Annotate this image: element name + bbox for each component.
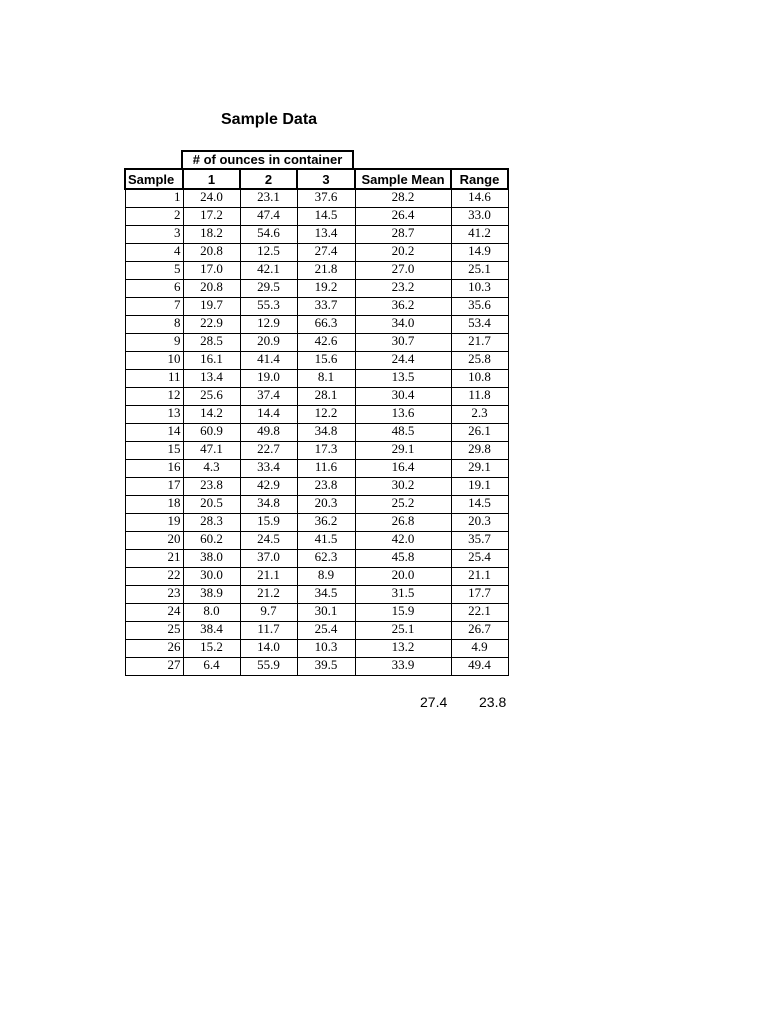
- sample-mean-cell: 25.1: [355, 621, 451, 639]
- sample-number-cell: 25: [125, 621, 183, 639]
- value-1-cell: 15.2: [183, 639, 240, 657]
- sample-number-cell: 8: [125, 315, 183, 333]
- table-row: [125, 639, 508, 657]
- sample-mean-cell: 29.1: [355, 441, 451, 459]
- table-row: [125, 279, 508, 297]
- sample-mean-cell: 34.0: [355, 315, 451, 333]
- table-row: [125, 225, 508, 243]
- sample-number-cell: 13: [125, 405, 183, 423]
- sample-number-cell: 9: [125, 333, 183, 351]
- sample-mean-cell: 30.2: [355, 477, 451, 495]
- header-sample-mean: Sample Mean: [355, 169, 451, 189]
- value-2-cell: 55.9: [240, 657, 297, 675]
- sample-mean-cell: 16.4: [355, 459, 451, 477]
- value-3-cell: 19.2: [297, 279, 355, 297]
- value-3-cell: 12.2: [297, 405, 355, 423]
- sample-number-cell: 22: [125, 567, 183, 585]
- range-cell: 11.8: [451, 387, 508, 405]
- sample-number-cell: 17: [125, 477, 183, 495]
- value-1-cell: 17.2: [183, 207, 240, 225]
- table-row: [125, 423, 508, 441]
- value-3-cell: 21.8: [297, 261, 355, 279]
- sample-mean-cell: 42.0: [355, 531, 451, 549]
- header-2: 2: [240, 169, 297, 189]
- value-3-cell: 11.6: [297, 459, 355, 477]
- range-cell: 2.3: [451, 405, 508, 423]
- range-cell: 25.4: [451, 549, 508, 567]
- table-row: [125, 207, 508, 225]
- value-3-cell: 23.8: [297, 477, 355, 495]
- value-2-cell: 20.9: [240, 333, 297, 351]
- sample-mean-cell: 30.4: [355, 387, 451, 405]
- sample-number-cell: 2: [125, 207, 183, 225]
- value-3-cell: 66.3: [297, 315, 355, 333]
- value-3-cell: 25.4: [297, 621, 355, 639]
- value-2-cell: 22.7: [240, 441, 297, 459]
- range-cell: 21.1: [451, 567, 508, 585]
- value-2-cell: 23.1: [240, 189, 297, 207]
- range-cell: 19.1: [451, 477, 508, 495]
- range-cell: 25.8: [451, 351, 508, 369]
- sample-mean-cell: 20.0: [355, 567, 451, 585]
- value-3-cell: 10.3: [297, 639, 355, 657]
- sample-mean-cell: 23.2: [355, 279, 451, 297]
- value-3-cell: 28.1: [297, 387, 355, 405]
- sample-mean-cell: 26.8: [355, 513, 451, 531]
- header-1: 1: [183, 169, 240, 189]
- value-2-cell: 15.9: [240, 513, 297, 531]
- value-2-cell: 21.2: [240, 585, 297, 603]
- value-2-cell: 47.4: [240, 207, 297, 225]
- value-1-cell: 4.3: [183, 459, 240, 477]
- sample-number-cell: 12: [125, 387, 183, 405]
- value-2-cell: 42.9: [240, 477, 297, 495]
- sample-number-cell: 24: [125, 603, 183, 621]
- value-1-cell: 13.4: [183, 369, 240, 387]
- value-3-cell: 36.2: [297, 513, 355, 531]
- value-3-cell: 30.1: [297, 603, 355, 621]
- value-3-cell: 41.5: [297, 531, 355, 549]
- header-sample: Sample: [125, 169, 183, 189]
- sample-mean-cell: 26.4: [355, 207, 451, 225]
- range-cell: 49.4: [451, 657, 508, 675]
- table-row: [125, 495, 508, 513]
- table-row: [125, 315, 508, 333]
- value-1-cell: 38.9: [183, 585, 240, 603]
- value-1-cell: 28.5: [183, 333, 240, 351]
- value-1-cell: 19.7: [183, 297, 240, 315]
- table-row: [125, 261, 508, 279]
- table-row: [125, 513, 508, 531]
- range-cell: 26.1: [451, 423, 508, 441]
- value-1-cell: 22.9: [183, 315, 240, 333]
- summary-range: 23.8: [479, 694, 507, 710]
- range-cell: 26.7: [451, 621, 508, 639]
- group-header-ounces: # of ounces in container: [181, 150, 354, 168]
- value-1-cell: 17.0: [183, 261, 240, 279]
- table-body: [125, 189, 508, 675]
- value-2-cell: 21.1: [240, 567, 297, 585]
- sample-mean-cell: 20.2: [355, 243, 451, 261]
- range-cell: 4.9: [451, 639, 508, 657]
- value-2-cell: 37.0: [240, 549, 297, 567]
- value-3-cell: 8.9: [297, 567, 355, 585]
- sample-number-cell: 16: [125, 459, 183, 477]
- value-3-cell: 14.5: [297, 207, 355, 225]
- value-3-cell: 37.6: [297, 189, 355, 207]
- value-1-cell: 30.0: [183, 567, 240, 585]
- table-row: [125, 333, 508, 351]
- sample-number-cell: 26: [125, 639, 183, 657]
- table-row: [125, 369, 508, 387]
- value-2-cell: 12.9: [240, 315, 297, 333]
- range-cell: 22.1: [451, 603, 508, 621]
- sample-number-cell: 19: [125, 513, 183, 531]
- table-row: [125, 567, 508, 585]
- value-3-cell: 20.3: [297, 495, 355, 513]
- sample-number-cell: 23: [125, 585, 183, 603]
- value-2-cell: 41.4: [240, 351, 297, 369]
- value-1-cell: 18.2: [183, 225, 240, 243]
- value-1-cell: 14.2: [183, 405, 240, 423]
- sample-mean-cell: 27.0: [355, 261, 451, 279]
- value-1-cell: 20.8: [183, 243, 240, 261]
- table-row: [125, 189, 508, 207]
- sample-number-cell: 20: [125, 531, 183, 549]
- value-3-cell: 34.5: [297, 585, 355, 603]
- value-2-cell: 37.4: [240, 387, 297, 405]
- value-2-cell: 14.0: [240, 639, 297, 657]
- value-2-cell: 11.7: [240, 621, 297, 639]
- range-cell: 29.1: [451, 459, 508, 477]
- sample-mean-cell: 28.2: [355, 189, 451, 207]
- range-cell: 14.5: [451, 495, 508, 513]
- range-cell: 25.1: [451, 261, 508, 279]
- table-row: [125, 585, 508, 603]
- range-cell: 41.2: [451, 225, 508, 243]
- value-2-cell: 14.4: [240, 405, 297, 423]
- range-cell: 10.8: [451, 369, 508, 387]
- value-1-cell: 24.0: [183, 189, 240, 207]
- value-3-cell: 15.6: [297, 351, 355, 369]
- table-row: [125, 657, 508, 675]
- sample-number-cell: 7: [125, 297, 183, 315]
- value-3-cell: 33.7: [297, 297, 355, 315]
- range-cell: 33.0: [451, 207, 508, 225]
- value-1-cell: 20.8: [183, 279, 240, 297]
- sample-mean-cell: 25.2: [355, 495, 451, 513]
- sample-data-table: [124, 168, 509, 676]
- value-3-cell: 17.3: [297, 441, 355, 459]
- sample-number-cell: 4: [125, 243, 183, 261]
- value-1-cell: 60.2: [183, 531, 240, 549]
- value-1-cell: 16.1: [183, 351, 240, 369]
- table-row: [125, 549, 508, 567]
- sample-number-cell: 1: [125, 189, 183, 207]
- sample-mean-cell: 48.5: [355, 423, 451, 441]
- range-cell: 35.6: [451, 297, 508, 315]
- header-row: [125, 169, 508, 189]
- table-row: [125, 297, 508, 315]
- header-3: 3: [297, 169, 355, 189]
- sample-number-cell: 14: [125, 423, 183, 441]
- range-cell: 17.7: [451, 585, 508, 603]
- sample-mean-cell: 36.2: [355, 297, 451, 315]
- table-row: [125, 603, 508, 621]
- value-2-cell: 33.4: [240, 459, 297, 477]
- value-3-cell: 13.4: [297, 225, 355, 243]
- sample-mean-cell: 31.5: [355, 585, 451, 603]
- value-2-cell: 49.8: [240, 423, 297, 441]
- range-cell: 10.3: [451, 279, 508, 297]
- value-3-cell: 34.8: [297, 423, 355, 441]
- sample-number-cell: 21: [125, 549, 183, 567]
- sample-number-cell: 6: [125, 279, 183, 297]
- value-2-cell: 24.5: [240, 531, 297, 549]
- sample-mean-cell: 24.4: [355, 351, 451, 369]
- range-cell: 53.4: [451, 315, 508, 333]
- sample-number-cell: 11: [125, 369, 183, 387]
- value-2-cell: 29.5: [240, 279, 297, 297]
- value-1-cell: 38.4: [183, 621, 240, 639]
- value-1-cell: 23.8: [183, 477, 240, 495]
- table-row: [125, 351, 508, 369]
- range-cell: 14.9: [451, 243, 508, 261]
- sample-mean-cell: 28.7: [355, 225, 451, 243]
- sample-mean-cell: 13.5: [355, 369, 451, 387]
- range-cell: 20.3: [451, 513, 508, 531]
- sample-mean-cell: 45.8: [355, 549, 451, 567]
- value-2-cell: 54.6: [240, 225, 297, 243]
- value-1-cell: 8.0: [183, 603, 240, 621]
- sample-mean-cell: 13.2: [355, 639, 451, 657]
- value-3-cell: 62.3: [297, 549, 355, 567]
- sample-number-cell: 3: [125, 225, 183, 243]
- sample-mean-cell: 33.9: [355, 657, 451, 675]
- sample-number-cell: 15: [125, 441, 183, 459]
- table-row: [125, 441, 508, 459]
- sample-number-cell: 18: [125, 495, 183, 513]
- value-1-cell: 28.3: [183, 513, 240, 531]
- summary-mean: 27.4: [420, 694, 448, 710]
- value-2-cell: 12.5: [240, 243, 297, 261]
- range-cell: 29.8: [451, 441, 508, 459]
- table-row: [125, 243, 508, 261]
- range-cell: 21.7: [451, 333, 508, 351]
- sample-number-cell: 10: [125, 351, 183, 369]
- table-row: [125, 531, 508, 549]
- sample-mean-cell: 30.7: [355, 333, 451, 351]
- table-row: [125, 405, 508, 423]
- value-3-cell: 8.1: [297, 369, 355, 387]
- table-row: [125, 459, 508, 477]
- value-2-cell: 19.0: [240, 369, 297, 387]
- value-2-cell: 55.3: [240, 297, 297, 315]
- sample-number-cell: 27: [125, 657, 183, 675]
- value-2-cell: 42.1: [240, 261, 297, 279]
- value-1-cell: 38.0: [183, 549, 240, 567]
- value-1-cell: 47.1: [183, 441, 240, 459]
- table-row: [125, 387, 508, 405]
- sample-number-cell: 5: [125, 261, 183, 279]
- value-1-cell: 20.5: [183, 495, 240, 513]
- table-row: [125, 621, 508, 639]
- value-3-cell: 27.4: [297, 243, 355, 261]
- range-cell: 14.6: [451, 189, 508, 207]
- header-range: Range: [451, 169, 508, 189]
- value-1-cell: 25.6: [183, 387, 240, 405]
- range-cell: 35.7: [451, 531, 508, 549]
- page-title: Sample Data: [221, 111, 318, 128]
- sample-mean-cell: 13.6: [355, 405, 451, 423]
- value-2-cell: 9.7: [240, 603, 297, 621]
- value-3-cell: 42.6: [297, 333, 355, 351]
- value-2-cell: 34.8: [240, 495, 297, 513]
- sample-mean-cell: 15.9: [355, 603, 451, 621]
- value-3-cell: 39.5: [297, 657, 355, 675]
- value-1-cell: 6.4: [183, 657, 240, 675]
- table-row: [125, 477, 508, 495]
- value-1-cell: 60.9: [183, 423, 240, 441]
